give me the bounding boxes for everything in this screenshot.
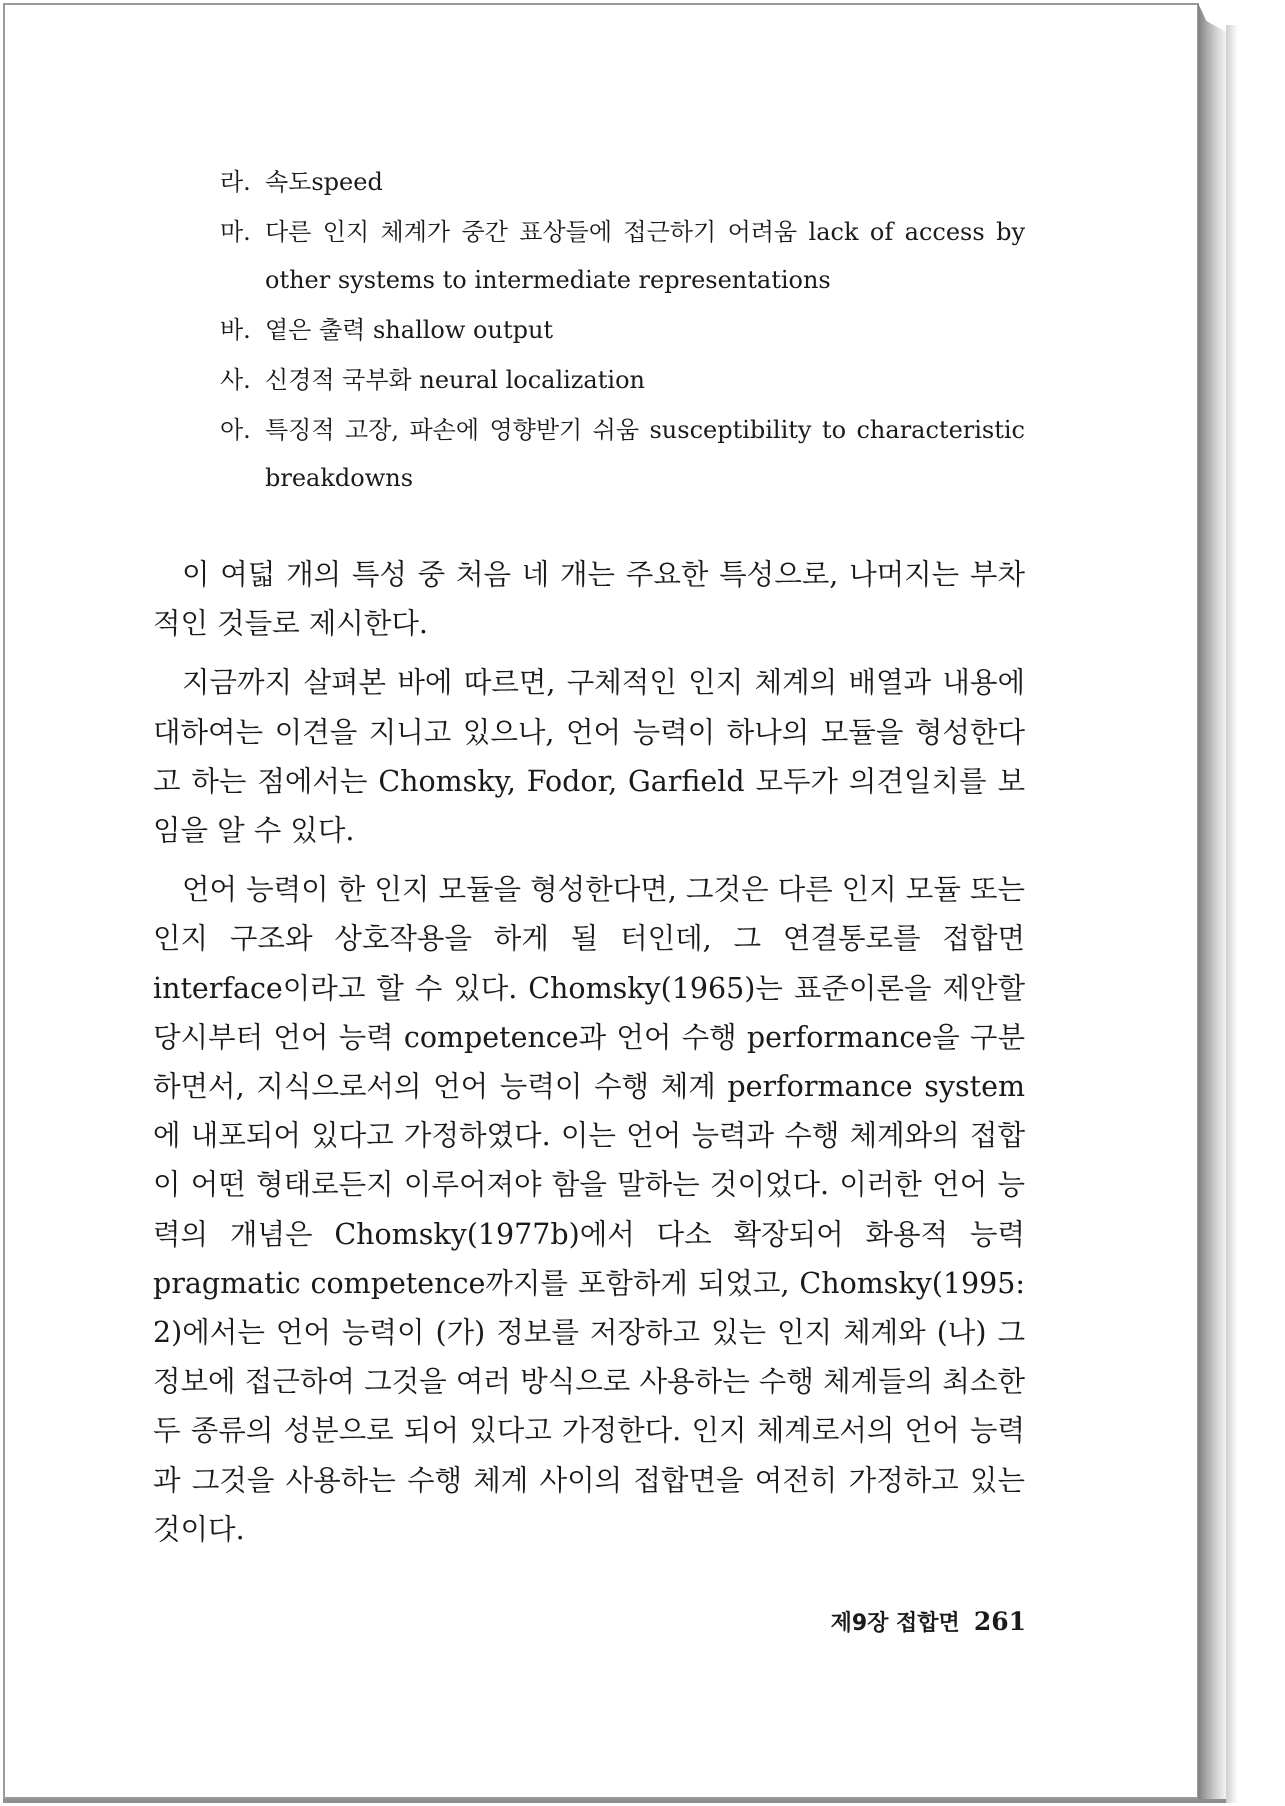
list-marker: 아. [220,416,251,444]
list-item [220,306,1025,354]
list-item [220,406,1025,502]
feature-list [220,158,1025,504]
page-edge-shadow [1226,25,1238,1803]
list-item [220,158,1025,206]
list-item [220,208,1025,304]
paragraph: 이 여덟 개의 특성 중 처음 네 개는 주요한 특성으로, 나머지는 부차적인 것들로 제시한다. [153,558,1025,641]
page-footer [800,1606,1026,1637]
list-item-text: 속도speed [265,168,383,196]
list-marker: 바. [220,316,251,344]
chapter-title: 제9장 접합면 [830,1611,960,1636]
list-item-text: 신경적 국부화 neural localization [265,366,645,394]
page-bottom-edge [3,1799,1226,1803]
list-item-text: 옅은 출력 shallow output [265,316,554,344]
page-number: 261 [973,1607,1026,1636]
list-marker: 사. [220,366,251,394]
list-item [220,356,1025,404]
page-edge [1198,3,1226,1803]
body-text [153,550,1025,1564]
paragraph: 언어 능력이 한 인지 모듈을 형성한다면, 그것은 다른 인지 모듈 또는 인지 구조와 상호작용을 하게 될 터인데, 그 연결통로를 접합면 interface이라고 할 수 있다. Chomsky(1965)는 표준이론을 제안할 당시부터 언어 능력 competence과 언어 수행 performance을 구분하면서, 지식으로서의 언어 능력이 수행 체계 performance system에 내포되어 있다고 가정하였다. 이는 언어 능력과 수행 체계와의 접합이 어떤 형태로든지 이루어져야 함을 말하는 것이었다. 이러한 언어 능력의 개념은 Chomsky(1977b)에서 다소 확장되어 화용적 능력 pragmatic competence까지를 포함하게 되었고, Chomsky(1995: 2)에서는 언어 능력이 (가) 정보를 저장하고 있는 인지 체계와 (나) 그 정보에 접근하여 그것을 여러 방식으로 사용하는 수행 체계들의 최소한 두 종류의 성분으로 되어 있다고 가정한다. 인지 체계로서의 언어 능력과 그것을 사용하는 수행 체계 사이의 접합면을 여전히 가정하고 있는 것이다. [153,873,1025,1546]
list-marker: 마. [220,218,251,246]
list-marker: 라. [220,168,251,196]
list-item-text: 다른 인지 체계가 중간 표상들에 접근하기 어려움 lack of access by other systems to intermediate representations [265,218,1025,294]
list-item-text: 특징적 고장, 파손에 영향받기 쉬움 susceptibility to characteristic breakdowns [265,416,1025,492]
paragraph: 지금까지 살펴본 바에 따르면, 구체적인 인지 체계의 배열과 내용에 대하여는 이견을 지니고 있으나, 언어 능력이 하나의 모듈을 형성한다고 하는 점에서는 Chomsky, Fodor, Garfield 모두가 의견일치를 보임을 알 수 있다. [153,666,1025,848]
